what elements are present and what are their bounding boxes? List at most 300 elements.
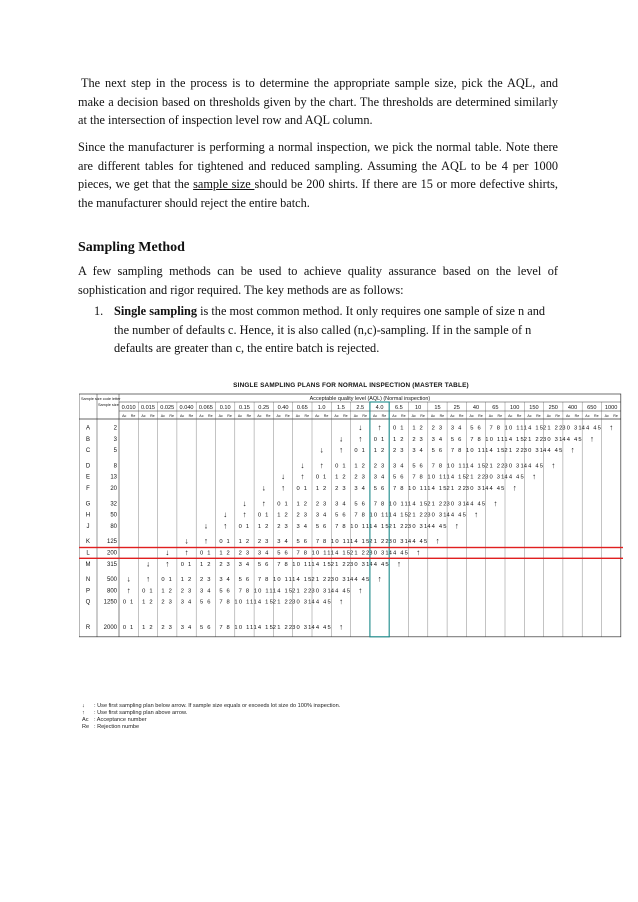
plan-cell: 30 31 — [349, 561, 371, 568]
plan-cell: 44 45 — [465, 501, 487, 508]
plan-cell: 21 22 — [349, 550, 371, 557]
plan-cell: 30 31 — [407, 523, 429, 530]
plan-cell: 30 31 — [446, 501, 468, 508]
legend-symbol: ↑ — [82, 710, 85, 716]
ac-label: Ac — [373, 413, 378, 418]
sample-code: R — [85, 625, 91, 631]
ac-label: Ac — [276, 413, 281, 418]
legend-item — [82, 717, 340, 724]
aql-level-label: 150 — [529, 404, 539, 411]
re-label: Re — [362, 413, 367, 418]
plan-cell: 3 4 — [450, 425, 463, 432]
re-label: Re — [265, 413, 271, 418]
sample-size: 1250 — [103, 599, 117, 606]
plan-cell: 0 1 — [200, 550, 212, 557]
plan-cell: 14 15 — [504, 436, 525, 443]
plan-cell: 1 2 — [335, 474, 347, 481]
sample-code: P — [85, 588, 91, 595]
plan-cell: 1 2 — [354, 463, 367, 470]
plan-cell: 30 31 — [292, 625, 313, 631]
plan-cell: 3 4 — [180, 599, 193, 606]
sample-code: E — [85, 474, 91, 481]
up-arrow: ↑ — [165, 559, 170, 569]
plan-cell: 3 4 — [277, 539, 289, 546]
re-label: Re — [478, 413, 483, 418]
paragraph-normal-table-text-b: should be 200 shirts. If there are 15 or more defective shirts, the manufacturer should reject the entire batch. — [78, 177, 558, 210]
plan-cell: 30 31 — [542, 436, 564, 443]
sample-size: 13 — [110, 474, 117, 481]
corner-code-label: Sample size code letter — [81, 397, 121, 401]
aql-level-label: 65 — [492, 404, 499, 411]
aql-level-label: 650 — [587, 404, 597, 411]
aql-level-label: 25 — [453, 404, 460, 411]
re-label: Re — [593, 413, 599, 418]
sample-code: D — [85, 463, 91, 470]
plan-cell: 44 45 — [427, 523, 448, 530]
plan-cell: 21 22 — [330, 561, 352, 568]
plan-cell: 1 2 — [142, 625, 154, 631]
plan-cell: 14 15 — [253, 599, 275, 606]
legend-symbol: Ac — [82, 717, 89, 723]
plan-cell: 10 11 — [466, 448, 487, 455]
ac-label: Ac — [295, 413, 301, 418]
plan-cell: 44 45 — [407, 539, 429, 546]
plan-cell: 5 6 — [315, 523, 328, 530]
aql-level-label: 0.065 — [198, 404, 213, 411]
plan-cell: 0 1 — [315, 474, 328, 481]
plan-cell: 1 2 — [142, 599, 154, 606]
sample-size: 200 — [106, 550, 117, 557]
up-arrow: ↑ — [474, 510, 479, 520]
up-arrow: ↑ — [609, 423, 614, 432]
sample-code: C — [85, 448, 91, 455]
list-number: 1. — [94, 304, 104, 318]
plan-cell: 14 15 — [446, 474, 468, 481]
plan-cell: 21 22 — [485, 463, 506, 470]
plan-cell: 1 2 — [277, 512, 289, 519]
ac-label: Ac — [237, 413, 243, 418]
plan-cell: 3 4 — [296, 523, 309, 530]
legend-item — [82, 710, 340, 717]
aql-level-label: 0.25 — [258, 404, 270, 411]
down-arrow: ↓ — [261, 483, 266, 493]
section-heading: Sampling Method — [78, 240, 185, 255]
plan-cell: 14 15 — [388, 512, 410, 519]
plan-cell: 2 3 — [161, 625, 174, 631]
plan-cell: 21 22 — [388, 523, 410, 530]
plan-cell: 3 4 — [373, 474, 386, 481]
plan-cell: 21 22 — [369, 539, 390, 546]
up-arrow: ↑ — [531, 472, 536, 482]
plan-cell: 7 8 — [315, 539, 328, 546]
aql-level-label: 0.025 — [160, 404, 175, 411]
legend-symbol: ↓ — [82, 703, 85, 709]
paragraph-normal-table-text-a: Since the manufacturer is performing a normal inspection, we pick the normal table. Note there are different tables for tightened and reduced sampling. Assuming the AQL to be 4 per 1000 pieces, we get that the — [78, 140, 558, 192]
plan-cell: 10 11 — [369, 512, 390, 519]
plan-cell: 44 45 — [542, 448, 564, 455]
plan-cell: 0 1 — [122, 625, 135, 631]
plan-cell: 0 1 — [257, 512, 270, 519]
sample-code: Q — [85, 599, 91, 606]
up-arrow: ↑ — [126, 585, 131, 595]
plan-cell: 7 8 — [373, 501, 386, 508]
plan-cell: 5 6 — [257, 561, 270, 568]
plan-cell: 3 4 — [219, 577, 231, 584]
plan-cell: 44 45 — [562, 436, 583, 443]
plan-cell: 1 2 — [412, 425, 424, 432]
ac-label: Ac — [411, 413, 416, 418]
plan-cell: 2 3 — [180, 588, 193, 595]
ac-label: Ac — [604, 413, 609, 418]
re-label: Re — [458, 413, 464, 418]
plan-cell: 1 2 — [238, 539, 251, 546]
ac-label: Ac — [257, 413, 262, 418]
re-label: Re — [497, 413, 503, 418]
plan-cell: 14 15 — [523, 425, 545, 432]
plan-cell: 2 3 — [412, 436, 424, 443]
plan-cell: 5 6 — [354, 501, 367, 508]
up-arrow: ↑ — [396, 559, 401, 569]
plan-cell: 14 15 — [330, 550, 352, 557]
ac-label: Ac — [566, 413, 571, 418]
plan-cell: 14 15 — [292, 577, 313, 584]
up-arrow: ↑ — [435, 536, 440, 546]
plan-cell: 3 4 — [257, 550, 270, 557]
plan-cell: 1 2 — [161, 588, 174, 595]
aql-level-label: 15 — [434, 404, 441, 411]
plan-cell: 3 4 — [335, 501, 347, 508]
plan-cell: 3 4 — [393, 463, 405, 470]
plan-cell: 0 1 — [142, 588, 154, 595]
up-arrow: ↑ — [145, 574, 150, 584]
down-arrow: ↓ — [203, 521, 208, 531]
down-arrow: ↓ — [184, 536, 189, 546]
up-arrow: ↑ — [338, 445, 343, 455]
sample-code: F — [86, 486, 90, 492]
sample-size: 32 — [110, 501, 117, 508]
plan-cell: 30 31 — [485, 474, 506, 481]
plan-cell: 10 11 — [446, 463, 467, 470]
corner-size-label: Sample size — [98, 403, 119, 407]
sample-code: B — [85, 436, 91, 443]
down-arrow: ↓ — [338, 434, 343, 444]
plan-cell: 5 6 — [335, 512, 347, 519]
sample-code: J — [86, 523, 90, 530]
re-label: Re — [343, 413, 348, 418]
paragraph-aql-step: The next step in the process is to determine the appropriate sample size, pick the AQL, and make a decision based on thresholds given by the chart. The thresholds are determined similarly at the intersection of inspection level row and AQL column. — [78, 76, 558, 128]
plan-cell: 30 31 — [330, 577, 352, 584]
plan-cell: 2 3 — [315, 501, 328, 508]
plan-cell: 7 8 — [219, 625, 231, 631]
plan-cell: 1 2 — [219, 550, 231, 557]
aql-level-label: 0.40 — [277, 404, 289, 411]
sample-size-link[interactable]: sample size — [193, 177, 255, 192]
ac-label: Ac — [488, 413, 494, 418]
up-arrow: ↑ — [242, 510, 247, 520]
plan-cell: 2 3 — [296, 512, 309, 519]
plan-cell: 7 8 — [257, 577, 270, 584]
plan-cell: 0 1 — [373, 436, 386, 443]
plan-cell: 30 31 — [465, 486, 487, 492]
plan-cell: 10 11 — [311, 550, 332, 557]
plan-cell: 44 45 — [485, 486, 506, 492]
down-arrow: ↓ — [223, 510, 228, 520]
ac-label: Ac — [585, 413, 590, 418]
ac-label: Ac — [392, 413, 397, 418]
down-arrow: ↓ — [300, 460, 305, 470]
ac-label: Ac — [430, 413, 436, 418]
plan-cell: 3 4 — [315, 512, 328, 519]
sample-size: 125 — [106, 539, 117, 546]
sampling-table — [79, 382, 623, 712]
plan-cell: 14 15 — [349, 539, 371, 546]
sample-code: M — [85, 561, 91, 568]
plan-cell: 7 8 — [335, 523, 347, 530]
plan-cell: 30 31 — [504, 463, 525, 470]
plan-cell: 21 22 — [446, 486, 468, 492]
plan-cell: 2 3 — [277, 523, 289, 530]
aql-level-label: 100 — [509, 404, 520, 411]
plan-cell: 1 2 — [180, 577, 193, 584]
plan-cell: 7 8 — [277, 561, 289, 568]
plan-cell: 5 6 — [450, 436, 463, 443]
ac-label: Ac — [469, 413, 474, 418]
plan-cell: 7 8 — [219, 599, 231, 606]
plan-cell: 10 11 — [292, 561, 313, 568]
aql-level-label: 10 — [415, 404, 422, 411]
legend-symbol: Re — [82, 724, 90, 730]
down-arrow: ↓ — [242, 498, 247, 508]
re-label: Re — [420, 413, 425, 418]
plan-cell: 21 22 — [311, 577, 332, 584]
plan-cell: 0 1 — [161, 577, 174, 584]
plan-cell: 10 11 — [253, 588, 274, 595]
sample-size: 5 — [113, 448, 117, 455]
sample-size: 8 — [113, 463, 117, 470]
ac-label: Ac — [353, 413, 358, 418]
legend-text: : Rejection numbe — [94, 724, 140, 730]
plan-cell: 2 3 — [219, 561, 231, 568]
plan-cell: 21 22 — [292, 588, 313, 595]
down-arrow: ↓ — [145, 559, 150, 569]
plan-cell: 7 8 — [412, 474, 424, 481]
re-label: Re — [439, 413, 445, 418]
plan-cell: 10 11 — [408, 486, 429, 492]
plan-cell: 7 8 — [393, 486, 405, 492]
up-arrow: ↑ — [358, 585, 363, 595]
sample-size: 3 — [113, 436, 117, 443]
plan-cell: 14 15 — [427, 486, 448, 492]
plan-cell: 3 4 — [200, 588, 212, 595]
plan-cell: 44 45 — [311, 625, 332, 631]
plan-cell: 5 6 — [200, 599, 212, 606]
plan-cell: 7 8 — [354, 512, 367, 519]
plan-cell: 10 11 — [427, 474, 448, 481]
ac-label: Ac — [122, 413, 127, 418]
ac-label: Ac — [527, 413, 532, 418]
plan-cell: 7 8 — [470, 436, 482, 443]
list-text — [114, 302, 558, 358]
sample-size: 2000 — [103, 625, 117, 631]
up-arrow: ↑ — [338, 622, 343, 632]
plan-cell: 44 45 — [369, 561, 390, 568]
plan-cell: 14 15 — [272, 588, 294, 595]
plan-cell: 21 22 — [272, 625, 294, 631]
up-arrow: ↑ — [223, 521, 228, 531]
plan-cell: 14 15 — [485, 448, 506, 455]
down-arrow: ↓ — [319, 445, 324, 455]
plan-cell: 14 15 — [465, 463, 487, 470]
plan-cell: 0 1 — [296, 486, 309, 492]
sample-code: L — [86, 550, 90, 557]
up-arrow: ↑ — [281, 483, 286, 493]
re-label: Re — [613, 413, 618, 418]
legend-text: : Acceptance number — [94, 717, 147, 723]
re-label: Re — [188, 413, 194, 418]
sample-size: 800 — [106, 588, 117, 595]
plan-cell: 30 31 — [523, 448, 545, 455]
sample-code: A — [85, 425, 91, 432]
re-label: Re — [400, 413, 406, 418]
plan-cell: 30 31 — [427, 512, 448, 519]
plan-cell: 3 4 — [238, 561, 251, 568]
up-arrow: ↑ — [512, 483, 517, 493]
up-arrow: ↑ — [203, 536, 208, 546]
plan-cell: 10 11 — [504, 425, 525, 432]
sample-code: G — [85, 501, 91, 508]
plan-cell: 5 6 — [470, 425, 482, 432]
up-arrow: ↑ — [319, 460, 324, 470]
aql-level-label: 40 — [472, 404, 480, 411]
plan-cell: 14 15 — [369, 523, 390, 530]
plan-cell: 5 6 — [412, 463, 424, 470]
up-arrow: ↑ — [358, 434, 363, 444]
aql-level-label: 250 — [548, 404, 558, 411]
sample-size: 315 — [106, 561, 117, 568]
table-title: SINGLE SAMPLING PLANS FOR NORMAL INSPECTION (MASTER TABLE) — [233, 382, 469, 389]
plan-cell: 5 6 — [219, 588, 231, 595]
plan-cell: 2 3 — [335, 486, 347, 492]
plan-cell: 30 31 — [388, 539, 410, 546]
aql-level-label: 0.040 — [179, 404, 194, 411]
plan-cell: 2 3 — [354, 474, 367, 481]
ac-label: Ac — [508, 413, 513, 418]
plan-cell: 2 3 — [431, 425, 444, 432]
up-arrow: ↑ — [377, 423, 382, 432]
list-description: is the most common method. It only requires one sample of size n and the number of defaults c. Hence, it is also called (n,c)-sampling. If in the sample of n defaults are greater than c, the entire batch is rejected. — [114, 304, 546, 356]
plan-cell: 3 4 — [180, 625, 193, 631]
plan-cell: 5 6 — [431, 448, 444, 455]
plan-cell: 10 11 — [234, 625, 255, 631]
sample-size: 20 — [110, 486, 117, 492]
re-label: Re — [169, 413, 174, 418]
plan-cell: 10 11 — [273, 577, 294, 584]
plan-cell: 1 2 — [393, 436, 405, 443]
plan-cell: 5 6 — [296, 539, 309, 546]
plan-cell: 3 4 — [412, 448, 424, 455]
re-label: Re — [555, 413, 560, 418]
plan-cell: 2 3 — [373, 463, 386, 470]
legend-text: : Use first sampling plan below arrow. If sample size equals or exceeds lot size do 100% inspection. — [94, 703, 341, 709]
up-arrow: ↑ — [416, 548, 421, 557]
re-label: Re — [130, 413, 136, 418]
plan-cell: 2 3 — [200, 577, 212, 584]
sample-size: 50 — [110, 512, 117, 519]
plan-cell: 0 1 — [219, 539, 231, 546]
plan-cell: 44 45 — [388, 550, 410, 557]
re-label: Re — [323, 413, 329, 418]
down-arrow: ↓ — [281, 472, 286, 482]
plan-cell: 21 22 — [272, 599, 294, 606]
down-arrow: ↓ — [358, 423, 363, 432]
plan-cell: 1 2 — [315, 486, 328, 492]
plan-cell: 0 1 — [122, 599, 135, 606]
aql-header: Acceptable quality level (AQL) (Normal inspection) — [309, 396, 431, 402]
up-arrow: ↑ — [454, 521, 459, 531]
aql-level-label: 6.5 — [394, 404, 403, 411]
up-arrow: ↑ — [184, 548, 189, 557]
plan-cell: 7 8 — [238, 588, 251, 595]
plan-cell: 21 22 — [504, 448, 525, 455]
plan-cell: 44 45 — [504, 474, 525, 481]
plan-cell: 10 11 — [388, 501, 409, 508]
plan-cell: 5 6 — [277, 550, 289, 557]
plan-cell: 2 3 — [238, 550, 251, 557]
plan-cell: 0 1 — [238, 523, 251, 530]
plan-cell: 1 2 — [257, 523, 270, 530]
plan-cell: 21 22 — [542, 425, 564, 432]
re-label: Re — [381, 413, 387, 418]
plan-cell: 30 31 — [292, 599, 313, 606]
plan-cell: 10 11 — [330, 539, 351, 546]
up-arrow: ↑ — [589, 434, 594, 444]
plan-cell: 1 2 — [200, 561, 212, 568]
plan-cell: 1 2 — [296, 501, 309, 508]
aql-level-label: 0.010 — [121, 404, 136, 411]
plan-cell: 1 2 — [373, 448, 386, 455]
plan-cell: 0 1 — [393, 425, 405, 432]
paragraph-normal-table — [78, 138, 558, 212]
re-label: Re — [285, 413, 290, 418]
legend-text: : Use first sampling plan above arrow. — [94, 710, 188, 716]
list-term: Single sampling — [114, 304, 198, 318]
aql-level-label: 0.65 — [296, 404, 308, 411]
plan-cell: 0 1 — [354, 448, 367, 455]
aql-level-label: 1.5 — [337, 404, 345, 411]
ac-label: Ac — [334, 413, 339, 418]
plan-cell: 2 3 — [257, 539, 270, 546]
plan-cell: 0 1 — [180, 561, 193, 568]
plan-cell: 21 22 — [407, 512, 429, 519]
plan-cell: 3 4 — [354, 486, 367, 492]
up-arrow: ↑ — [338, 597, 343, 607]
re-label: Re — [207, 413, 213, 418]
re-label: Re — [227, 413, 232, 418]
plan-cell: 7 8 — [431, 463, 444, 470]
aql-level-label: 0.10 — [219, 404, 231, 411]
ac-label: Ac — [199, 413, 204, 418]
plan-cell: 14 15 — [253, 625, 275, 631]
plan-cell: 10 11 — [234, 599, 255, 606]
legend-item — [82, 703, 340, 710]
plan-cell: 44 45 — [446, 512, 468, 519]
plan-cell: 21 22 — [523, 436, 545, 443]
ac-label: Ac — [546, 413, 551, 418]
aql-level-label: 0.015 — [140, 404, 155, 411]
plan-cell: 7 8 — [450, 448, 463, 455]
table-legend — [82, 703, 340, 731]
plan-cell: 44 45 — [330, 588, 352, 595]
